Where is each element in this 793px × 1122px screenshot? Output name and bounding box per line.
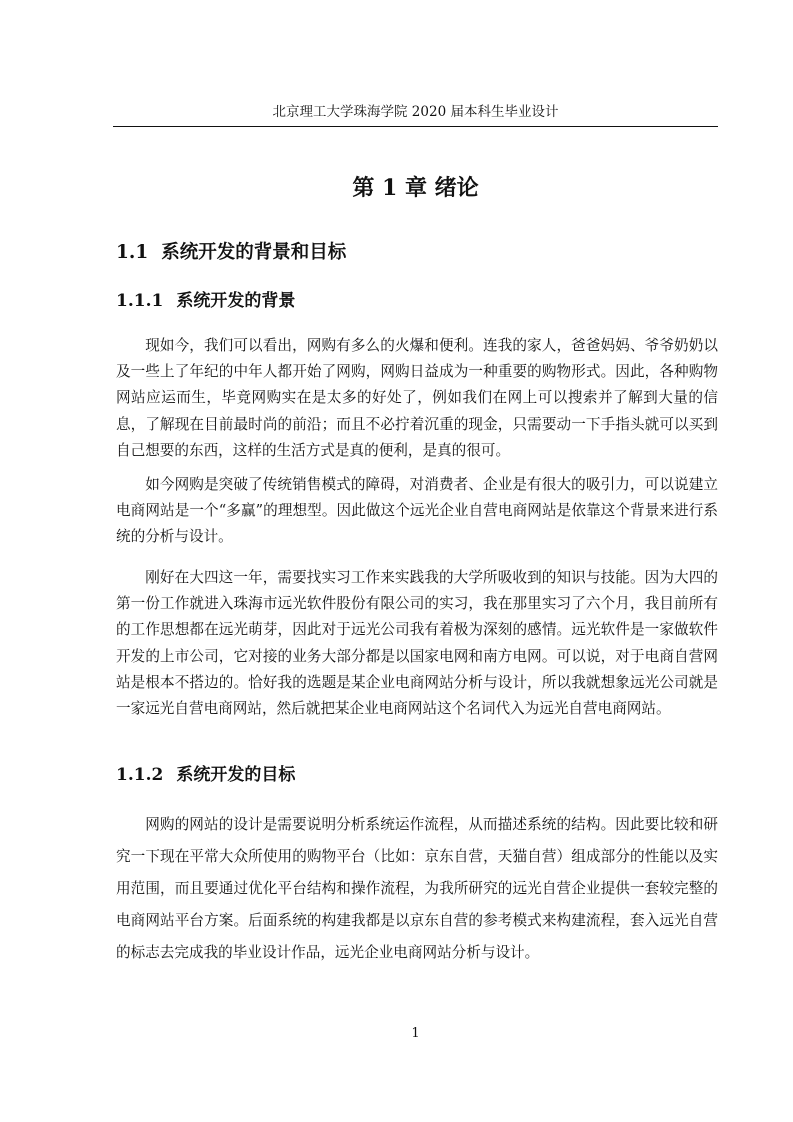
paragraph-background-3: 刚好在大四这一年，需要找实习工作来实践我的大学所吸收到的知识与技能。因为大四的第一份工作就进入珠海市远光软件股份有限公司的实习，我在那里实习了六个月，我目前所有的工作思想都在远光萌芽，因此对于远光公司我有着极为深刻的感情。远光软件是一家做软件开发的上市公司，它对接的业务大部分都是以国家电网和南方电网。可以说，对于电商自营网站是根本不搭边的。恰好我的选题是某企业电商网站分析与设计，所以我就想象远光公司就是一家远光自营电商网站，然后就把某企业电商网站这个名词代入为远光自营电商网站。 (116, 569, 718, 718)
section-title: 系统开发的背景和目标 (161, 242, 347, 263)
header-divider (113, 126, 718, 127)
paragraph-background-2: 如今网购是突破了传统销售模式的障碍，对消费者、企业是有很大的吸引力，可以说建立电商网站是一个“多赢”的理想型。因此做这个远光企业自营电商网站是依靠这个背景来进行系统的分析与设计。 (116, 476, 718, 546)
paragraph-goal-1: 网购的网站的设计是需要说明分析系统运作流程，从而描述系统的结构。因此要比较和研究一下现在平常大众所使用的购物平台（比如：京东自营，天猫自营）组成部分的性能以及实用范围，而且要通过优化平台结构和操作流程，为我所研究的远光自营企业提供一套较完整的电商网站平台方案。后面系统的构建我都是以京东自营的参考模式来构建流程，套入远光自营的标志去完成我的毕业设计作品，远光企业电商网站分析与设计。 (116, 816, 718, 961)
chapter-title: 第 1 章 绪论 (352, 175, 479, 201)
section-number: 1.1 (116, 242, 149, 263)
subsection-title: 系统开发的目标 (176, 765, 296, 785)
running-header: 北京理工大学珠海学院 2020 届本科生毕业设计 (272, 104, 559, 120)
subsection-heading-1-1-2 (116, 763, 295, 787)
subsection-number: 1.1.2 (116, 765, 164, 785)
page-number: 1 (411, 1026, 420, 1041)
subsection-title: 系统开发的背景 (176, 291, 296, 311)
paragraph-background-1: 现如今，我们可以看出，网购有多么的火爆和便利。连我的家人，爸爸妈妈、爷爷奶奶以及一些上了年纪的中年人都开始了网购，网购日益成为一种重要的购物形式。因此，各种购物网站应运而生，毕竟网购实在是太多的好处了，例如我们在网上可以搜索并了解到大量的信息，了解现在目前最时尚的前沿；而且不必拧着沉重的现金，只需要动一下手指头就可以买到自己想要的东西，这样的生活方式是真的便利，是真的很可。 (116, 337, 718, 459)
subsection-heading-1-1-1 (116, 289, 295, 313)
subsection-number: 1.1.1 (116, 291, 164, 311)
section-heading-1-1 (116, 240, 346, 266)
